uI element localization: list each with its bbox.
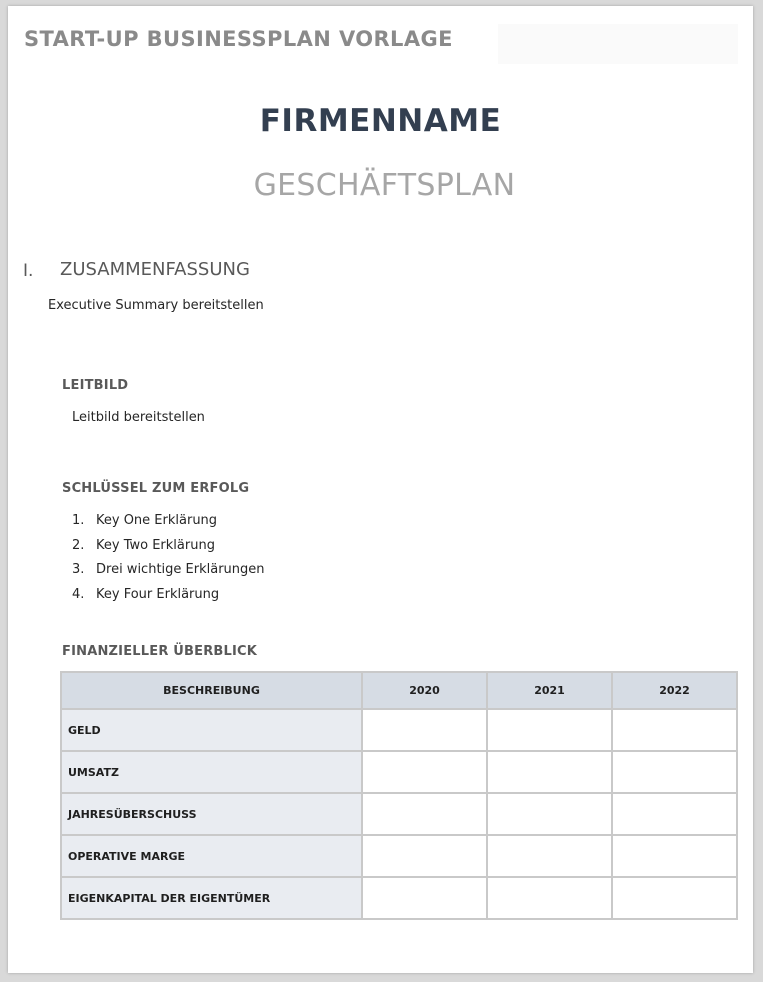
document-subtitle: GESCHÄFTSPLAN	[253, 168, 516, 203]
table-header-row	[61, 672, 737, 709]
table-row	[61, 835, 737, 877]
table-cell[interactable]	[612, 877, 737, 919]
row-label: JAHRESÜBERSCHUSS	[61, 793, 362, 835]
table-row	[61, 793, 737, 835]
section-title: ZUSAMMENFASSUNG	[60, 259, 250, 280]
table-cell[interactable]	[362, 877, 487, 919]
table-cell[interactable]	[487, 793, 612, 835]
table-cell[interactable]	[612, 709, 737, 751]
table-cell[interactable]	[362, 751, 487, 793]
list-item	[72, 513, 265, 538]
list-text: Key Two Erklärung	[96, 537, 215, 553]
table-cell[interactable]	[487, 877, 612, 919]
table-row	[61, 877, 737, 919]
keys-heading: SCHLÜSSEL ZUM ERFOLG	[62, 481, 250, 496]
list-number: 2.	[72, 537, 85, 553]
list-item	[72, 538, 265, 563]
keys-list	[72, 513, 265, 612]
row-label: UMSATZ	[61, 751, 362, 793]
table-cell[interactable]	[612, 835, 737, 877]
table-cell[interactable]	[487, 709, 612, 751]
list-item	[72, 562, 265, 587]
column-header: 2022	[612, 672, 737, 709]
template-title: START-UP BUSINESSPLAN VORLAGE	[24, 27, 453, 51]
list-number: 3.	[72, 562, 85, 578]
list-number: 1.	[72, 513, 85, 528]
row-label: EIGENKAPITAL DER EIGENTÜMER	[61, 877, 362, 919]
column-header: 2020	[362, 672, 487, 709]
row-label: GELD	[61, 709, 362, 751]
table-cell[interactable]	[362, 835, 487, 877]
mission-heading: LEITBILD	[62, 378, 129, 393]
column-header: 2021	[487, 672, 612, 709]
document-page	[8, 6, 753, 973]
list-text: Key Four Erklärung	[96, 587, 220, 603]
table-cell[interactable]	[362, 709, 487, 751]
section-number: I.	[23, 261, 34, 281]
table-cell[interactable]	[612, 751, 737, 793]
table-row	[61, 751, 737, 793]
logo-placeholder	[498, 24, 738, 64]
list-text: Drei wichtige Erklärungen	[96, 562, 265, 578]
column-header: BESCHREIBUNG	[61, 672, 362, 709]
list-number: 4.	[72, 587, 85, 603]
row-label: OPERATIVE MARGE	[61, 835, 362, 877]
list-text: Key One Erklärung	[96, 513, 218, 528]
mission-body-text: Leitbild bereitstellen	[72, 410, 205, 425]
financial-heading: FINANZIELLER ÜBERBLICK	[62, 644, 258, 659]
section-body-text: Executive Summary bereitstellen	[48, 298, 264, 313]
table-cell[interactable]	[362, 793, 487, 835]
list-item	[72, 587, 265, 612]
table-cell[interactable]	[487, 751, 612, 793]
financial-table	[60, 671, 738, 920]
table-cell[interactable]	[487, 835, 612, 877]
table-cell[interactable]	[612, 793, 737, 835]
table-row	[61, 709, 737, 751]
company-name: FIRMENNAME	[259, 103, 502, 139]
